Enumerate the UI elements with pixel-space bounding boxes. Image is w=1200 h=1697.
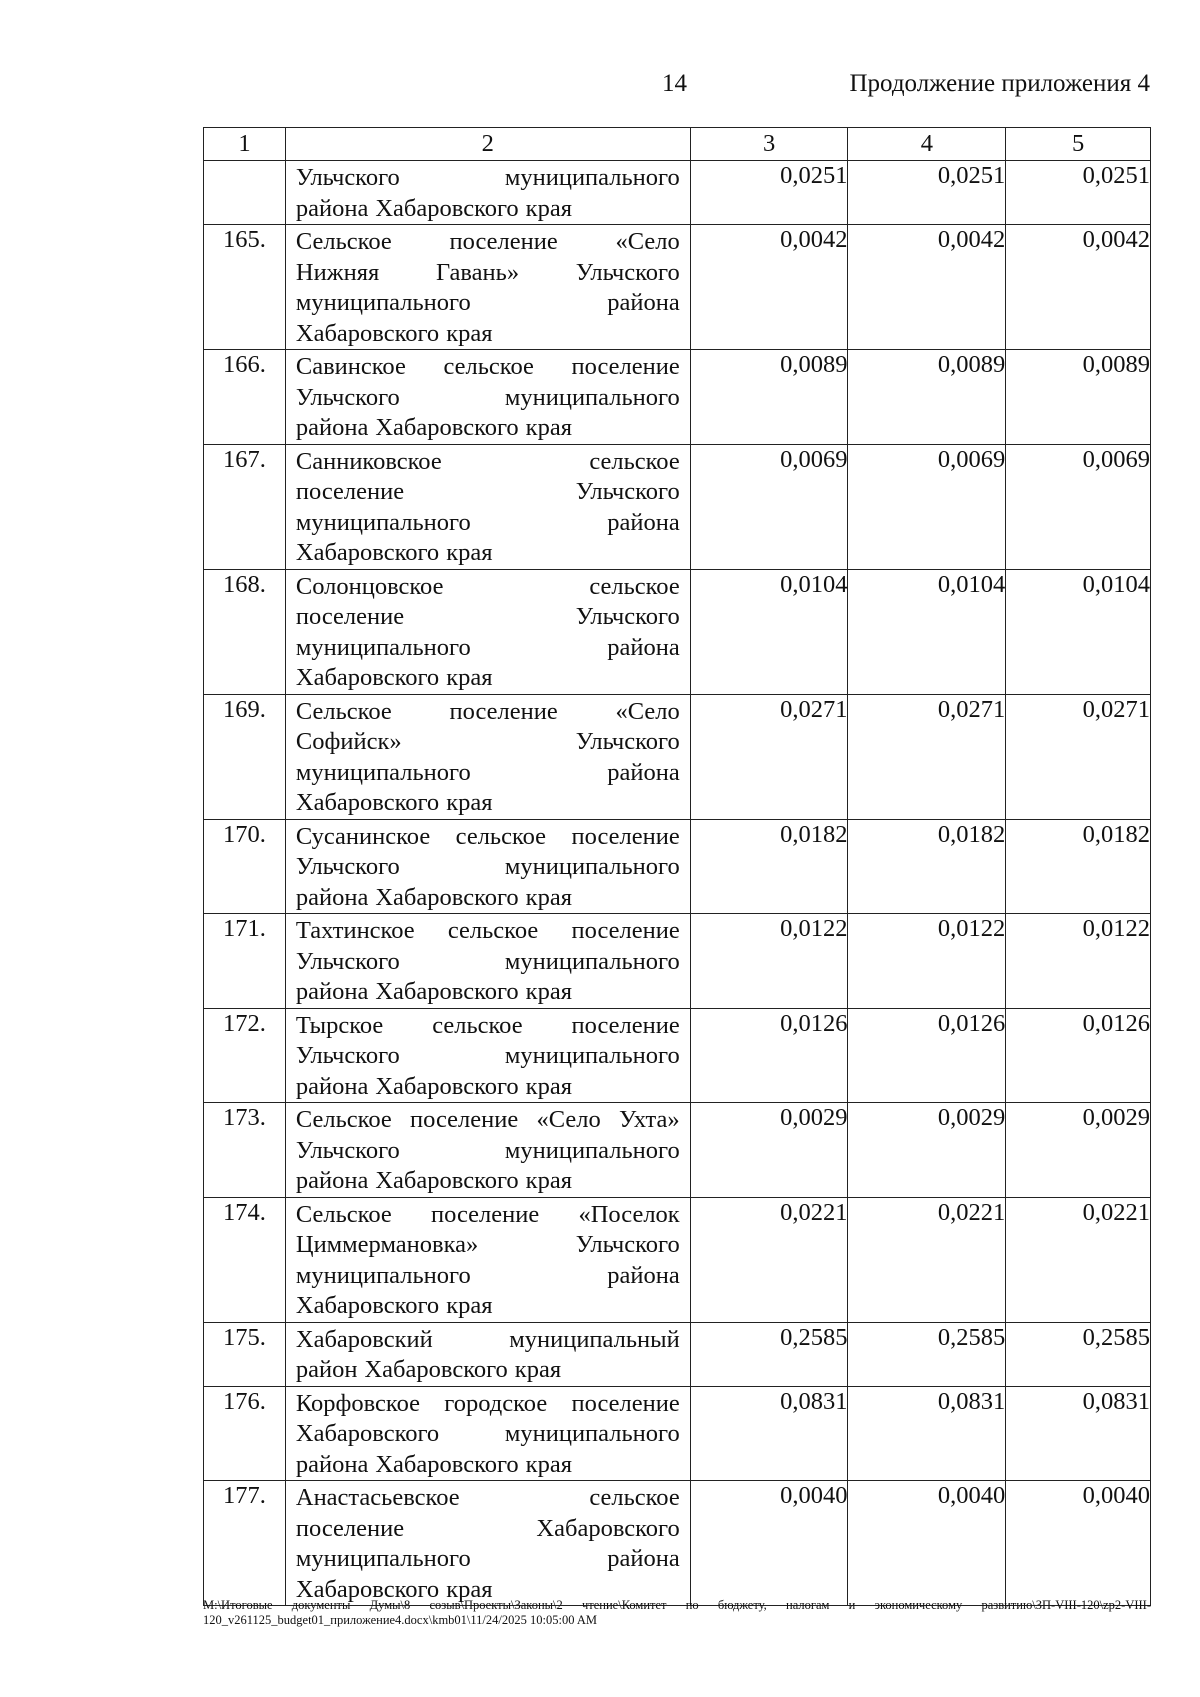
- municipality-name: [285, 914, 690, 1009]
- name-line: района Хабаровского края: [295, 1167, 572, 1194]
- value-v3: 0,0042: [690, 225, 848, 350]
- value-v5: 0,2585: [1006, 1322, 1151, 1386]
- table-row: [204, 1008, 1151, 1103]
- value-v4: 0,0271: [848, 694, 1006, 819]
- value-v3: 0,0126: [690, 1008, 848, 1103]
- row-number: 173.: [204, 1103, 286, 1198]
- municipality-name: [285, 161, 690, 225]
- name-line: района Хабаровского края: [295, 1072, 572, 1100]
- municipality-name: [285, 1386, 690, 1481]
- value-v4: 0,0042: [848, 225, 1006, 350]
- name-line: Солонцовское сельское: [295, 572, 680, 600]
- value-v4: 0,0831: [848, 1386, 1006, 1481]
- name-line: Ульчского муниципального: [295, 853, 680, 880]
- file-path-footer: M:\Итоговые документы Думы\8 созыв\Проекты\Законы\2 чтение\Комитет по бюджету, налогам и экономическому развитию\ЗП-VIII-120\zp2-VIII-120_v261125_budget01_приложение4.docx\kmb01\11/24/2025 10:05:00 AM: [203, 1598, 1151, 1627]
- value-v4: 0,0126: [848, 1008, 1006, 1103]
- name-line: Сельское поселение «Поселок: [295, 1200, 680, 1228]
- continuation-title: Продолжение приложения 4: [849, 70, 1150, 97]
- value-v3: 0,0104: [690, 569, 848, 694]
- name-line: Хабаровского края: [295, 1575, 493, 1603]
- name-line: Хабаровского муниципального: [295, 1420, 680, 1447]
- page-number: 14: [662, 70, 687, 97]
- municipality-name: [285, 1322, 690, 1386]
- name-line: Ульчского муниципального: [295, 1136, 680, 1164]
- value-v3: 0,0251: [690, 161, 848, 225]
- value-v4: 0,0029: [848, 1103, 1006, 1198]
- column-header-1: 1: [204, 128, 286, 161]
- name-line: Савинское сельское поселение: [295, 353, 680, 380]
- name-line: муниципального района: [295, 1545, 680, 1572]
- table-row: [204, 569, 1151, 694]
- value-v5: 0,0042: [1006, 225, 1151, 350]
- municipality-name: [285, 444, 690, 569]
- value-v3: 0,0069: [690, 444, 848, 569]
- row-number: 170.: [204, 819, 286, 914]
- table-row: [204, 694, 1151, 819]
- name-line: муниципального района: [295, 289, 680, 316]
- municipality-name: [285, 569, 690, 694]
- row-number: 169.: [204, 694, 286, 819]
- name-line: Хабаровского края: [295, 319, 493, 347]
- name-line: муниципального района: [295, 758, 680, 786]
- value-v3: 0,0029: [690, 1103, 848, 1198]
- name-line: Хабаровского края: [295, 789, 493, 816]
- row-number: 165.: [204, 225, 286, 350]
- value-v3: 0,0271: [690, 694, 848, 819]
- column-header-3: 3: [690, 128, 848, 161]
- name-line: района Хабаровского края: [295, 883, 572, 911]
- name-line: Хабаровского края: [295, 664, 493, 691]
- name-line: Сельское поселение «Село: [295, 228, 680, 255]
- name-line: Циммермановка» Ульчского: [295, 1231, 680, 1258]
- municipality-name: [285, 1008, 690, 1103]
- municipality-name: [285, 225, 690, 350]
- row-number: [204, 161, 286, 225]
- municipality-name: [285, 1481, 690, 1606]
- name-line: Сельское поселение «Село: [295, 697, 680, 725]
- name-line: Сельское поселение «Село Ухта»: [295, 1106, 680, 1133]
- table-row: [204, 1197, 1151, 1322]
- municipality-name: [285, 694, 690, 819]
- value-v3: 0,0122: [690, 914, 848, 1009]
- value-v5: 0,0089: [1006, 350, 1151, 445]
- name-line: поселение Хабаровского: [295, 1514, 680, 1542]
- value-v3: 0,0831: [690, 1386, 848, 1481]
- municipality-name: [285, 1197, 690, 1322]
- row-number: 171.: [204, 914, 286, 1009]
- name-line: муниципального района: [295, 1261, 680, 1289]
- column-header-4: 4: [848, 128, 1006, 161]
- table-row: [204, 1103, 1151, 1198]
- name-line: Хабаровского края: [295, 539, 493, 566]
- value-v5: 0,0182: [1006, 819, 1151, 914]
- municipality-name: [285, 819, 690, 914]
- table-row: [204, 1322, 1151, 1386]
- table-row: [204, 161, 1151, 225]
- value-v4: 0,0221: [848, 1197, 1006, 1322]
- name-line: Санниковское сельское: [295, 447, 680, 475]
- column-header-5: 5: [1006, 128, 1151, 161]
- name-line: Сусанинское сельское поселение: [295, 822, 680, 850]
- column-header-2: 2: [285, 128, 690, 161]
- value-v3: 0,0089: [690, 350, 848, 445]
- value-v5: 0,0069: [1006, 444, 1151, 569]
- name-line: поселение Ульчского: [295, 603, 680, 630]
- name-line: Тырское сельское поселение: [295, 1011, 680, 1039]
- value-v3: 0,0040: [690, 1481, 848, 1606]
- table-body: [204, 161, 1151, 1606]
- appendix-table: [203, 127, 1151, 1606]
- name-line: Ульчского муниципального: [295, 383, 680, 411]
- table-row: [204, 444, 1151, 569]
- value-v4: 0,0122: [848, 914, 1006, 1009]
- name-line: муниципального района: [295, 508, 680, 536]
- value-v5: 0,0104: [1006, 569, 1151, 694]
- table-row: [204, 819, 1151, 914]
- name-line: Корфовское городское поселение: [295, 1389, 680, 1417]
- name-line: района Хабаровского края: [295, 978, 572, 1005]
- value-v5: 0,0831: [1006, 1386, 1151, 1481]
- municipality-name: [285, 350, 690, 445]
- name-line: района Хабаровского края: [295, 414, 572, 441]
- name-line: Ульчского муниципального: [295, 947, 680, 975]
- value-v5: 0,0029: [1006, 1103, 1151, 1198]
- table-row: [204, 1481, 1151, 1606]
- municipality-name: [285, 1103, 690, 1198]
- value-v4: 0,0040: [848, 1481, 1006, 1606]
- name-line: Ульчского муниципального: [295, 164, 680, 191]
- row-number: 172.: [204, 1008, 286, 1103]
- name-line: района Хабаровского края: [295, 194, 572, 222]
- row-number: 168.: [204, 569, 286, 694]
- name-line: Нижняя Гавань» Ульчского: [295, 258, 680, 286]
- value-v5: 0,0271: [1006, 694, 1151, 819]
- value-v3: 0,2585: [690, 1322, 848, 1386]
- name-line: район Хабаровского края: [295, 1356, 562, 1383]
- name-line: Хабаровский муниципальный: [295, 1325, 680, 1353]
- name-line: Хабаровского края: [295, 1292, 493, 1319]
- row-number: 177.: [204, 1481, 286, 1606]
- value-v3: 0,0221: [690, 1197, 848, 1322]
- value-v4: 0,2585: [848, 1322, 1006, 1386]
- value-v3: 0,0182: [690, 819, 848, 914]
- value-v4: 0,0104: [848, 569, 1006, 694]
- name-line: Ульчского муниципального: [295, 1042, 680, 1069]
- table-row: [204, 1386, 1151, 1481]
- value-v5: 0,0040: [1006, 1481, 1151, 1606]
- name-line: поселение Ульчского: [295, 478, 680, 505]
- table-row: [204, 914, 1151, 1009]
- value-v4: 0,0069: [848, 444, 1006, 569]
- row-number: 176.: [204, 1386, 286, 1481]
- table-row: [204, 350, 1151, 445]
- value-v4: 0,0251: [848, 161, 1006, 225]
- value-v4: 0,0182: [848, 819, 1006, 914]
- table-row: [204, 225, 1151, 350]
- name-line: муниципального района: [295, 633, 680, 661]
- value-v4: 0,0089: [848, 350, 1006, 445]
- value-v5: 0,0122: [1006, 914, 1151, 1009]
- row-number: 174.: [204, 1197, 286, 1322]
- table-header-row: [204, 128, 1151, 161]
- name-line: Софийск» Ульчского: [295, 728, 680, 755]
- row-number: 175.: [204, 1322, 286, 1386]
- row-number: 166.: [204, 350, 286, 445]
- name-line: района Хабаровского края: [295, 1450, 572, 1478]
- value-v5: 0,0251: [1006, 161, 1151, 225]
- name-line: Тахтинское сельское поселение: [295, 917, 680, 944]
- name-line: Анастасьевское сельское: [295, 1484, 680, 1511]
- value-v5: 0,0221: [1006, 1197, 1151, 1322]
- value-v5: 0,0126: [1006, 1008, 1151, 1103]
- row-number: 167.: [204, 444, 286, 569]
